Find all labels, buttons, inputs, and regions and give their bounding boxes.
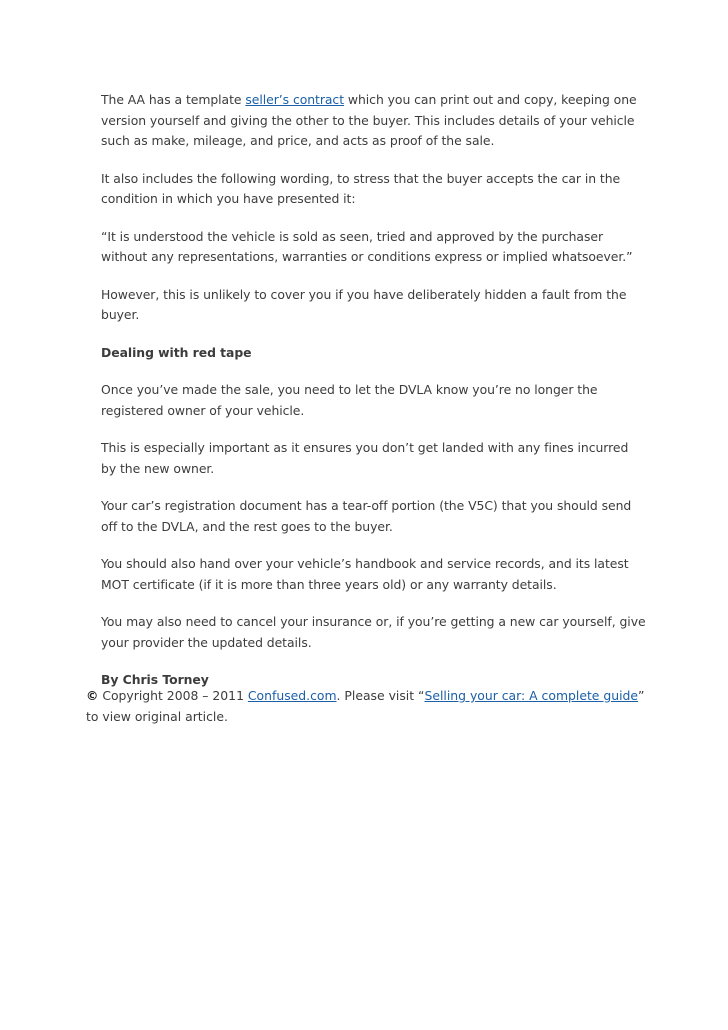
confused-com-link[interactable]: Confused.com [247,688,337,703]
copyright-footer [86,686,646,727]
paragraph-fines: This is especially important as it ensures you don’t get landed with any fines incurred by the new owner. [101,440,629,476]
paragraph-text: The AA has a template [101,92,246,107]
paragraph-handbook: You should also hand over your vehicle’s handbook and service records, and its latest MOT certificate (if it is more than three years old) or any warranty details. [101,556,629,592]
footer-text: Copyright 2008 – 2011 [98,688,248,703]
paragraph-hidden-fault: However, this is unlikely to cover you if you have deliberately hidden a fault from the buyer. [101,286,627,322]
copyright-icon: © [86,688,99,703]
byline: By Chris Torney [101,672,209,687]
paragraph-dvla: Once you’ve made the sale, you need to let the DVLA know you’re no longer the registered owner of your vehicle. [101,382,598,418]
paragraph-text: which you can print out and copy, keeping one version yourself and giving the other to the buyer. This includes details of your vehicle such as make, mileage, and price, and acts as proof of the sale. [101,92,637,148]
paragraph-quote: “It is understood the vehicle is sold as seen, tried and approved by the purchaser without any representations, warranties or conditions express or implied whatsoever.” [101,228,633,264]
section-heading: Dealing with red tape [101,344,252,360]
paragraph-insurance: You may also need to cancel your insurance or, if you’re getting a new car yourself, give your provider the updated details. [101,614,646,650]
paragraph-v5c: Your car’s registration document has a tear-off portion (the V5C) that you should send off to the DVLA, and the rest goes to the buyer. [101,498,632,534]
selling-guide-link[interactable]: Selling your car: A complete guide [424,688,639,703]
paragraph-wording-intro: It also includes the following wording, to stress that the buyer accepts the car in the condition in which you have presented it: [101,170,621,206]
paragraph-sellers-contract [101,90,646,152]
footer-text: ” to view original article. [86,688,645,724]
sellers-contract-link[interactable]: seller’s contract [245,92,345,107]
article-body [101,90,646,691]
footer-text: . Please visit “ [336,688,425,703]
